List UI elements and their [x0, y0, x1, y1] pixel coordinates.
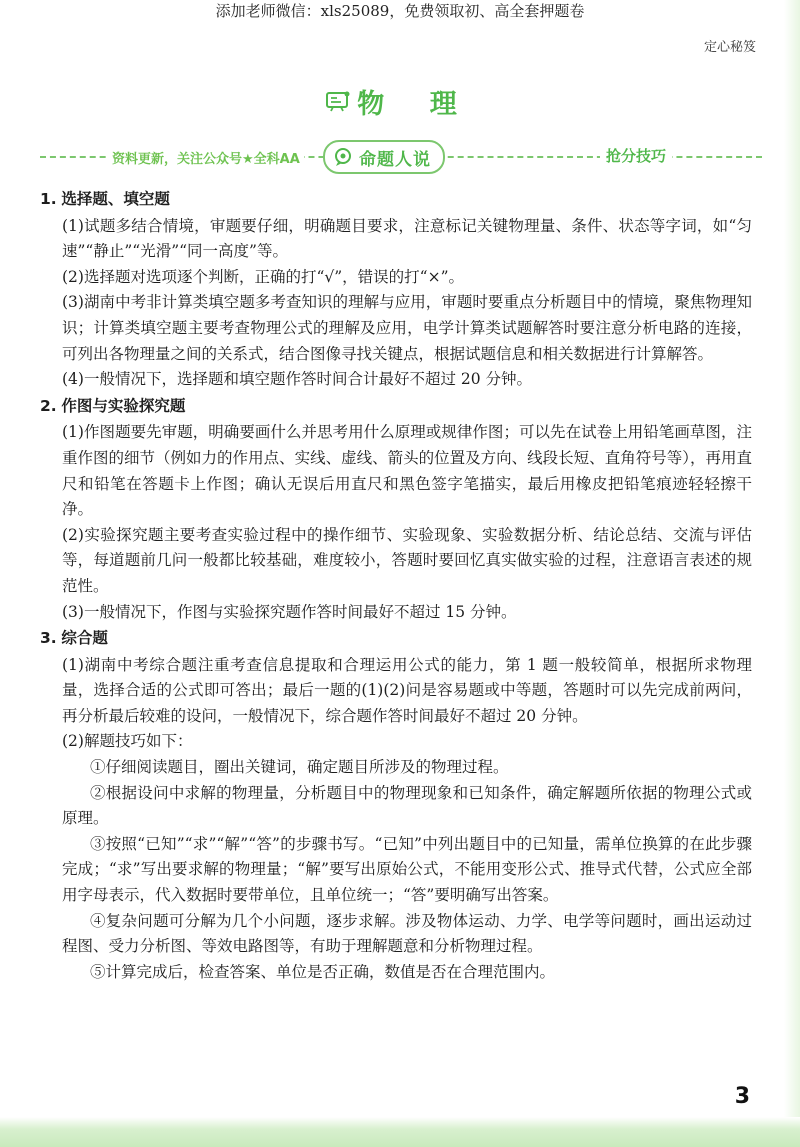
- paragraph: (1)湖南中考综合题注重考查信息提取和合理运用公式的能力，第 1 题一般较简单，根据所求物理量，选择合适的公式即可答出；最后一题的(1)(2)问是容易题或中等题，答题时可以先完成前两问，再分析最后较难的设问，一般情况下，综合题作答时间最好不超过 20 分钟。: [62, 655, 752, 725]
- page-title: 物 理: [357, 88, 475, 120]
- step-item: ③按照“已知”“求”“解”“答”的步骤书写。“已知”中列出题目中的已知量，需单位换算的在此步骤完成；“求”写出要求解的物理量；“解”要写出原始公式，不能用变形公式、推导式代替，公式应全部用字母表示，代入数据时要带单位，且单位统一；“答”要明确写出答案。: [62, 834, 752, 905]
- step-item: ④复杂问题可分解为几个小问题，逐步求解。涉及物体运动、力学、电学等问题时，画出运动过程图、受力分析图、等效电路图等，有助于理解题意和分析物理过程。: [62, 911, 752, 956]
- section-heading: 2. 作图与实验探究题: [40, 396, 186, 415]
- step-item: ②根据设问中求解的物理量，分析题目中的物理现象和已知条件，确定解题所依据的物理公式或原理。: [62, 783, 752, 828]
- banner-center-text: 命题人说: [359, 149, 431, 170]
- series-label: 定心秘笈: [703, 40, 756, 55]
- speech-bubble-icon: [333, 147, 353, 167]
- banner-pill: [323, 140, 445, 174]
- banner-right-text: 抢分技巧: [600, 145, 672, 166]
- main-content: [40, 186, 752, 985]
- paragraph: (2)实验探究题主要考查实验过程中的操作细节、实验现象、实验数据分析、结论总结、交流与评估等，每道题前几问一般都比较基础，难度较小，答题时要回忆真实做实验的过程，注意语言表述的规范性。: [62, 525, 752, 595]
- paragraph: (2)解题技巧如下：: [62, 732, 193, 751]
- title-row: [0, 84, 800, 118]
- wechat-note: 添加老师微信：xls25089，免费领取初、高全套押题卷: [215, 2, 585, 20]
- paragraph: (1)试题多结合情境，审题要仔细，明确题目要求，注意标记关键物理量、条件、状态等字词，如“匀速”“静止”“光滑”“同一高度”等。: [62, 216, 752, 261]
- page-number: 3: [734, 1084, 750, 1109]
- section-heading: 1. 选择题、填空题: [40, 190, 170, 208]
- page-bottom-band: [0, 1117, 800, 1147]
- section-heading: 3. 综合题: [40, 629, 108, 648]
- banner-left-text: 资料更新，关注公众号★全科AA: [108, 148, 304, 167]
- paragraph: (1)作图题要先审题，明确要画什么并思考用什么原理或规律作图；可以先在试卷上用铅笔画草图，注重作图的细节（例如力的作用点、实线、虚线、箭头的位置及方向、线段长短、直角符号等），再用直尺和铅笔在答题卡上作图；确认无误后用直尺和黑色签字笔描实，最后用橡皮把铅笔痕迹轻轻擦干净。: [62, 423, 752, 519]
- chalkboard-icon: [325, 90, 351, 112]
- paragraph: (4)一般情况下，选择题和填空题作答时间合计最好不超过 20 分钟。: [62, 370, 533, 389]
- section-banner: [40, 140, 762, 174]
- paragraph: (3)一般情况下，作图与实验探究题作答时间最好不超过 15 分钟。: [62, 602, 517, 621]
- step-item: ①仔细阅读题目，圈出关键词，确定题目所涉及的物理过程。: [90, 758, 509, 777]
- page-edge-band: [784, 0, 800, 1147]
- paragraph: (2)选择题对选项逐个判断，正确的打“√”，错误的打“×”。: [62, 267, 465, 286]
- paragraph: (3)湖南中考非计算类填空题多考查知识的理解与应用，审题时要重点分析题目中的情境，聚焦物理知识；计算类填空题主要考查物理公式的理解及应用，电学计算类试题解答时要注意分析电路的连接，可列出各物理量之间的关系式，结合图像寻找关键点，根据试题信息和相关数据进行计算解答。: [62, 293, 752, 363]
- step-item: ⑤计算完成后，检查答案、单位是否正确，数值是否在合理范围内。: [90, 962, 556, 981]
